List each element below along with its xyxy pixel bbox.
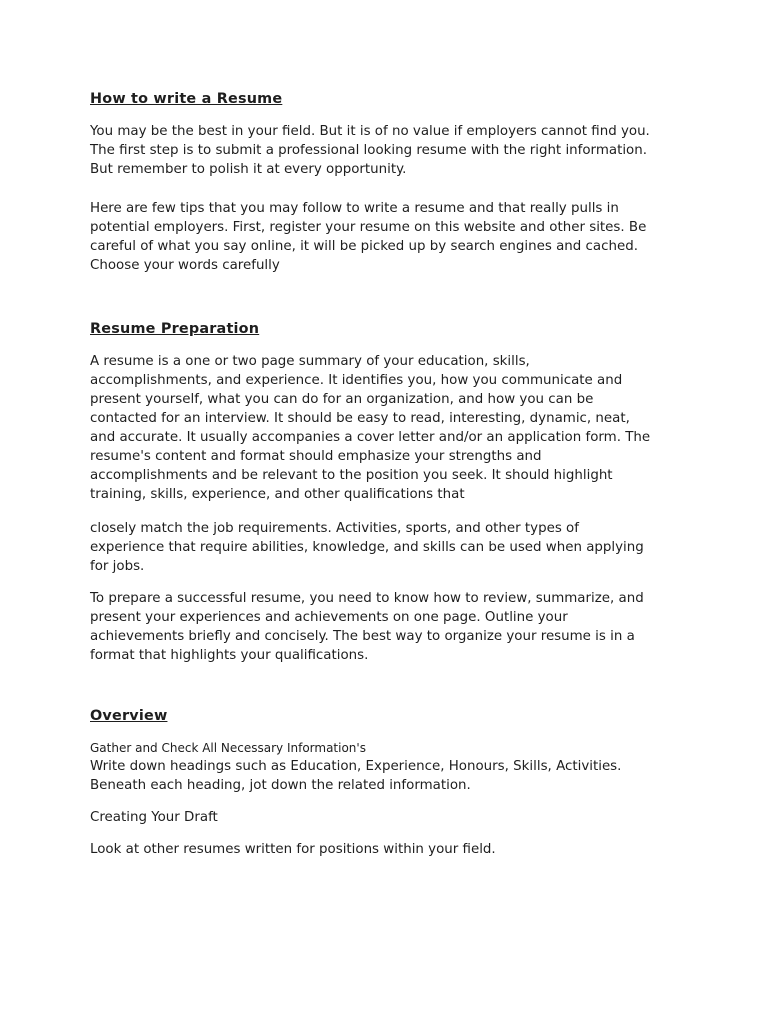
text-line: accomplishments and be relevant to the position you seek. It should highlight (90, 468, 613, 483)
creating-draft-line: Creating Your Draft (90, 810, 218, 825)
text-line: for jobs. (90, 559, 145, 574)
text-line: potential employers. First, register your resume on this website and other sites. Be (90, 220, 647, 235)
text-line: training, skills, experience, and other qualifications that (90, 487, 465, 502)
text-line: accomplishments, and experience. It identifies you, how you communicate and (90, 373, 623, 388)
text-line: Here are few tips that you may follow to write a resume and that really pulls in (90, 201, 619, 216)
text-line: The first step is to submit a professional looking resume with the right information. (90, 143, 647, 158)
tips-paragraph (90, 199, 690, 275)
text-line: To prepare a successful resume, you need to know how to review, summarize, and (90, 591, 644, 606)
text-line: contacted for an interview. It should be easy to read, interesting, dynamic, neat, (90, 411, 630, 426)
preparation-paragraph-3 (90, 589, 690, 665)
text-line: present yourself, what you can do for an organization, and how you can be (90, 392, 594, 407)
preparation-paragraph-2 (90, 519, 690, 576)
overview-subheading: Gather and Check All Necessary Information's (90, 741, 366, 755)
section-heading-overview: Overview (90, 708, 168, 724)
text-line: Beneath each heading, jot down the related information. (90, 778, 471, 793)
text-line: Choose your words carefully (90, 258, 280, 273)
text-line: achievements briefly and concisely. The best way to organize your resume is in a (90, 629, 635, 644)
text-line: resume's content and format should emphasize your strengths and (90, 449, 542, 464)
overview-paragraph (90, 757, 690, 795)
text-line: format that highlights your qualifications. (90, 648, 369, 663)
section-heading-how-to-write: How to write a Resume (90, 91, 283, 107)
text-line: present your experiences and achievements on one page. Outline your (90, 610, 568, 625)
section-heading-resume-preparation: Resume Preparation (90, 321, 260, 337)
text-line: You may be the best in your field. But it is of no value if employers cannot find you. (90, 124, 650, 139)
text-line: Write down headings such as Education, Experience, Honours, Skills, Activities. (90, 759, 622, 774)
text-line: and accurate. It usually accompanies a cover letter and/or an application form. The (90, 430, 651, 445)
other-resumes-line: Look at other resumes written for positions within your field. (90, 842, 496, 857)
text-line: experience that require abilities, knowledge, and skills can be used when applying (90, 540, 644, 555)
text-line: A resume is a one or two page summary of your education, skills, (90, 354, 530, 369)
text-line: But remember to polish it at every opportunity. (90, 162, 407, 177)
text-line: careful of what you say online, it will be picked up by search engines and cached. (90, 239, 638, 254)
text-line: closely match the job requirements. Activities, sports, and other types of (90, 521, 579, 536)
intro-paragraph (90, 122, 690, 179)
preparation-paragraph-1 (90, 352, 690, 504)
